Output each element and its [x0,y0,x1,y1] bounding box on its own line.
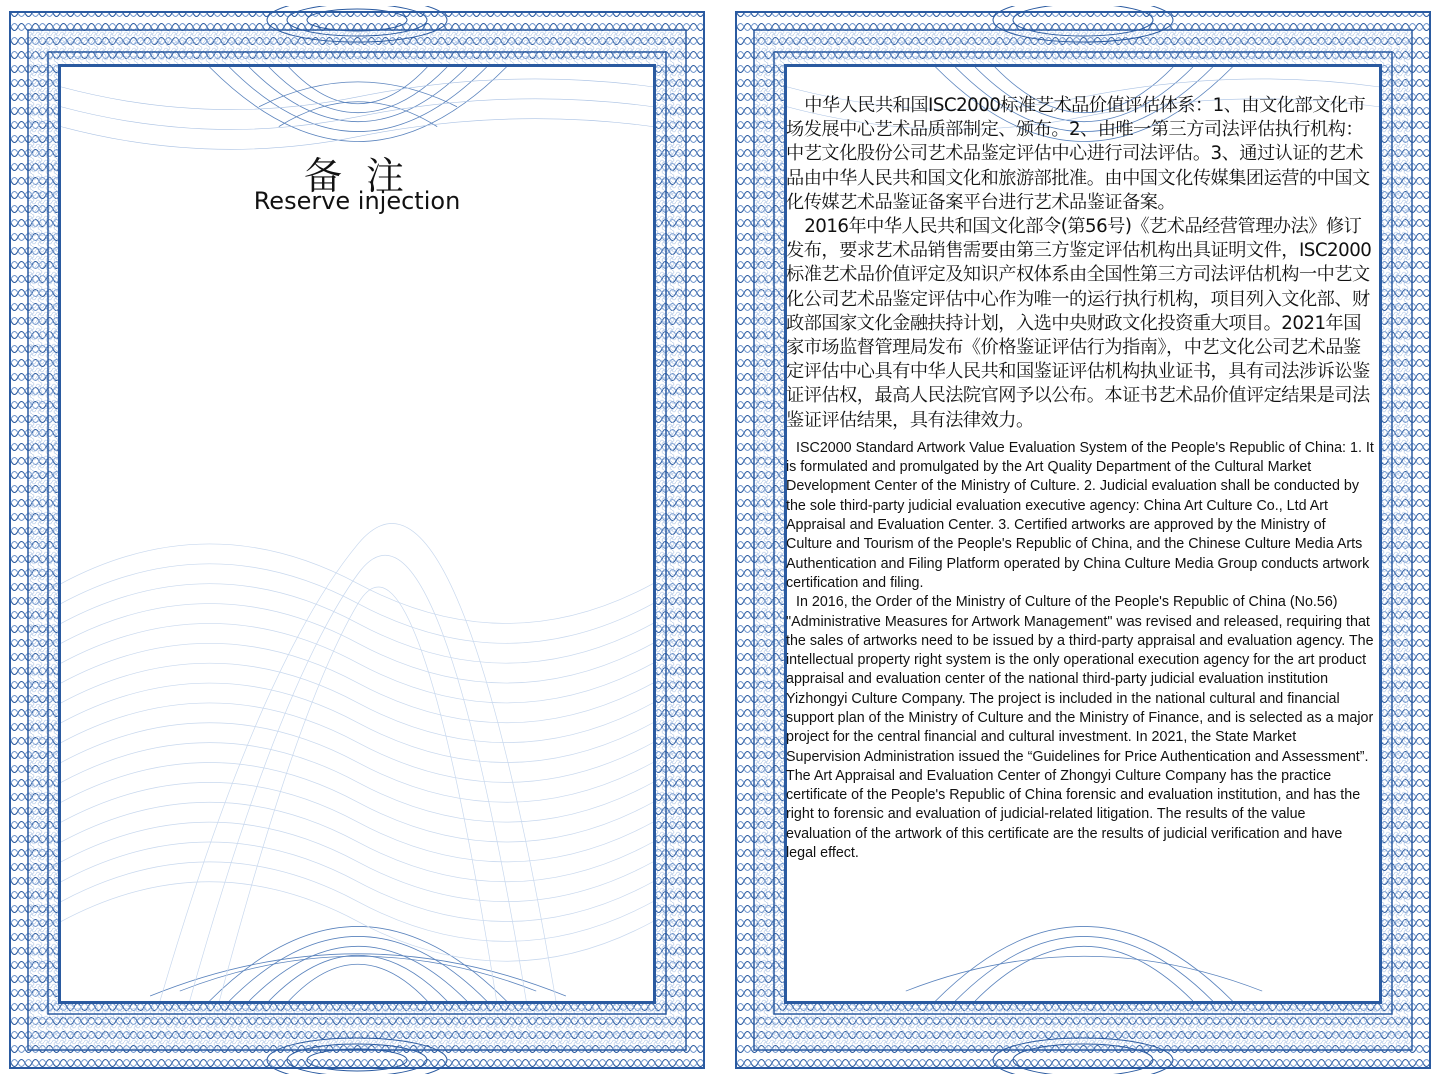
english-paragraph: ISC2000 Standard Artwork Value Evaluation System of the People's Republic of China: 1. It is formulated and promulgated by the Art Quality Department of the Cultural Market Development Center of the Ministry of Culture. 2. Judicial evaluation shall be conducted by the sole third-party judicial evaluation executive agency: China Art Culture Co., Ltd Art Appraisal and Evaluation Center. 3. Certified artworks are approved by the Ministry of Culture and Tourism of the People's Republic of China, and the Chinese Culture Media Arts Authentication and Filing Platform operated by China Culture Media Group conducts artwork certification and filing. [786,439,1374,591]
chinese-paragraph: 中华人民共和国ISC2000标准艺术品价值评估体系：1、由文化部文化市场发展中心艺术品质部制定、颁布。2、由唯一第三方司法评估执行机构：中艺文化股份公司艺术品鉴定评估中心进行司法评估。3、通过认证的艺术品由中华人民共和国文化和旅游部批准。由中国文化传媒集团运营的中国文化传媒艺术品鉴证备案平台进行艺术品鉴证备案。 [786,95,1370,213]
english-text-block [786,439,1374,864]
left-inner-panel [58,64,656,1004]
left-certificate-page [4,6,710,1074]
english-paragraph: In 2016, the Order of the Ministry of Culture of the People's Republic of China (No.56) "Administrative Measures for Artwork Management" was revised and released, requiring that the sales of artworks need to be issued by a third-party appraisal and evaluation agency. The intellectual property right system is the only operational execution agency for the art product appraisal and evaluation center of the national third-party judicial evaluation institution Yizhongyi Culture Company. The project is included in the national cultural and financial support plan of the Ministry of Culture and the Ministry of Finance, and is selected as a major project for the central financial and cultural investment. In 2021, the State Market Supervision Administration issued the “Guidelines for Price Authentication and Assessment”. The Art Appraisal and Evaluation Center of Zhongyi Culture Company has the practice certificate of the People's Republic of China forensic and evaluation institution, and has the right to forensic and evaluation of judicial-related litigation. The results of the value evaluation of the artwork of this certificate are the results of judicial verification and have legal effect. [786,594,1374,862]
certificate-explanation-text [786,94,1374,994]
chinese-paragraph: 2016年中华人民共和国文化部令(第56号)《艺术品经营管理办法》修订发布，要求艺术品销售需要由第三方鉴定评估机构出具证明文件，ISC2000标准艺术品价值评定及知识产权体系由全国性第三方司法评估机构一中艺文化公司艺术品鉴定评估中心作为唯一的运行执行机构，项目列入文化部、财政部国家文化金融扶持计划，入选中央财政文化投资重大项目。2021年国家市场监督管理局发布《价格鉴证评估行为指南》，中艺文化公司艺术品鉴定评估中心具有中华人民共和国鉴证评估机构执业证书，具有司法涉诉讼鉴证评估权，最高人民法院官网予以公布。本证书艺术品价值评定结果是司法鉴证评估结果，具有法律效力。 [786,216,1372,431]
right-certificate-page [730,6,1436,1074]
remarks-title-chinese: 备 注 [303,154,411,198]
remarks-title-english: Reserve injection [253,187,461,215]
